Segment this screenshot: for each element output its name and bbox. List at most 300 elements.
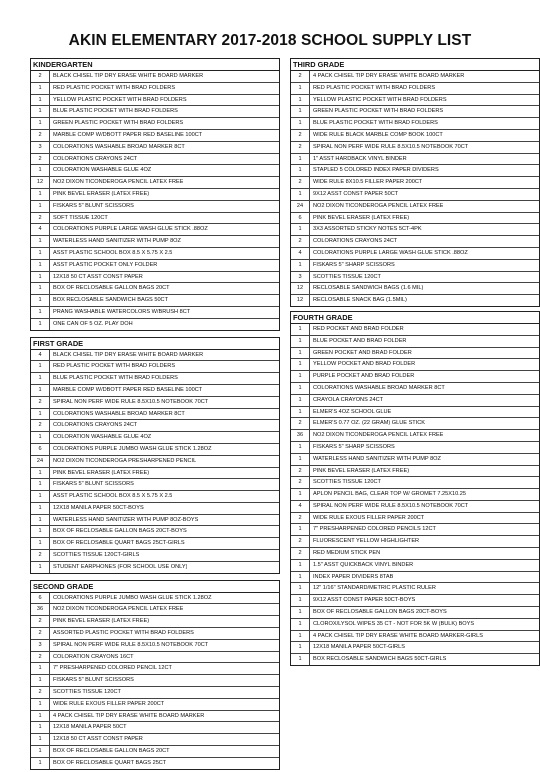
item-quantity: 1 (31, 526, 50, 537)
supply-row (291, 213, 539, 225)
item-description: 12X18 50 CT ASST CONST PAPER (53, 273, 143, 280)
item-quantity: 2 (31, 616, 50, 627)
item-quantity: 1 (31, 319, 50, 330)
item-quantity: 1 (291, 154, 310, 165)
item-description: RED PLASTIC POCKET WITH BRAD FOLDERS (53, 84, 176, 91)
item-description: WATERLESS HAND SANITIZER WITH PUMP 8OZ (313, 455, 441, 462)
item-quantity: 2 (31, 687, 50, 698)
item-quantity: 1 (291, 359, 310, 370)
item-quantity: 1 (31, 295, 50, 306)
item-description: NO2 DIXON TICONDEROGA PENCIL LATEX FREE (53, 606, 184, 613)
supply-row (31, 154, 279, 166)
item-quantity: 4 (31, 350, 50, 361)
supply-row (291, 477, 539, 489)
item-description: COLORATION WASHABLE GLUE 4OZ (53, 167, 152, 174)
supply-row (291, 407, 539, 419)
item-quantity: 2 (291, 477, 310, 488)
item-description: 4 PACK CHISEL TIP DRY ERASE WHITE BOARD MARKER-GIRLS (313, 632, 483, 639)
item-quantity: 1 (31, 248, 50, 259)
item-quantity: 24 (31, 456, 50, 467)
item-description: 1" ASST HARDBACK VINYL BINDER (313, 155, 407, 162)
item-quantity: 1 (291, 454, 310, 465)
supply-row (31, 675, 279, 687)
supply-row (31, 130, 279, 142)
item-description: 4 PACK CHISEL TIP DRY ERASE WHITE BOARD MARKER (53, 712, 205, 719)
supply-row (291, 283, 539, 295)
item-description: MARBLE COMP W/DBOTT PAPER RED BASELINE 100CT (53, 131, 203, 138)
item-quantity: 2 (31, 628, 50, 639)
item-description: COLORATIONS CRAYONS 24CT (53, 422, 138, 429)
item-description: COLORATIONS WASHABLE BROAD MARKER 8CT (53, 143, 185, 150)
supply-row (291, 583, 539, 595)
item-description: COLORATIONS CRAYONS 24CT (53, 155, 138, 162)
item-quantity: 24 (291, 201, 310, 212)
supply-row (31, 361, 279, 373)
supply-row (291, 71, 539, 83)
item-quantity: 1 (291, 607, 310, 618)
item-description: CLOROX/LYSOL WIPES 35 CT - NOT FOR 5K W (BULK) BOYS (313, 620, 475, 627)
supply-row (31, 385, 279, 397)
item-quantity: 1 (291, 583, 310, 594)
item-quantity: 1 (291, 348, 310, 359)
supply-row (31, 468, 279, 480)
supply-row (291, 177, 539, 189)
supply-row (291, 248, 539, 260)
supply-row (31, 562, 279, 573)
supply-row (31, 373, 279, 385)
item-description: PINK BEVEL ERASER (LATEX FREE) (53, 618, 150, 625)
item-quantity: 1 (291, 106, 310, 117)
item-description: ASST PLASTIC POCKET ONLY FOLDER (53, 261, 158, 268)
supply-row (291, 165, 539, 177)
supply-row (31, 526, 279, 538)
item-quantity: 1 (31, 432, 50, 443)
item-quantity: 1 (31, 746, 50, 757)
supply-row (31, 722, 279, 734)
supply-row (291, 154, 539, 166)
item-description: SCOTTIES TISSUE 120CT-GIRLS (53, 552, 140, 559)
item-quantity: 1 (291, 395, 310, 406)
supply-row (291, 118, 539, 130)
item-quantity: 1 (291, 336, 310, 347)
item-description: 7" PRESHARPENED COLORED PENCIL 12CT (53, 665, 172, 672)
item-description: SCOTTIES TISSUE 120CT (313, 479, 381, 486)
item-quantity: 1 (31, 165, 50, 176)
supply-row (31, 248, 279, 260)
item-quantity: 1 (291, 189, 310, 200)
item-quantity: 1 (31, 515, 50, 526)
item-description: NO2 DIXON TICONDEROGA PENCIL LATEX FREE (53, 179, 184, 186)
item-quantity: 6 (291, 213, 310, 224)
supply-row (31, 734, 279, 746)
item-quantity: 1 (31, 236, 50, 247)
item-description: FISKARS 5" BLUNT SCISSORS (53, 481, 134, 488)
right-column (290, 58, 540, 668)
item-description: 12X18 MANILA PAPER 50CT (53, 724, 127, 731)
supply-row (291, 560, 539, 572)
supply-row (291, 395, 539, 407)
supply-row (291, 642, 539, 654)
grade-heading: KINDERGARTEN (31, 59, 279, 71)
supply-row (291, 536, 539, 548)
supply-row (291, 324, 539, 336)
item-quantity: 1 (291, 654, 310, 665)
supply-row (291, 130, 539, 142)
item-description: RECLOSABLE SANDWICH BAGS (1.6 MIL) (313, 285, 424, 292)
item-quantity: 2 (31, 130, 50, 141)
item-quantity: 2 (31, 213, 50, 224)
item-quantity: 1 (31, 758, 50, 769)
supply-row (291, 466, 539, 478)
item-quantity: 1 (31, 538, 50, 549)
supply-row (31, 272, 279, 284)
item-description: APLON PENCIL BAG, CLEAR TOP W/ GROMET 7.25X10.25 (313, 491, 466, 498)
item-description: WATERLESS HAND SANITIZER WITH PUMP 8OZ-BOYS (53, 516, 199, 523)
item-description: BOX OF RECLOSABLE GALLON BAGS 20CT-BOYS (313, 609, 447, 616)
grade-section (30, 337, 280, 574)
grade-section (290, 58, 540, 307)
item-quantity: 1 (31, 711, 50, 722)
item-quantity: 1 (291, 524, 310, 535)
item-description: 12X18 50 CT ASST CONST PAPER (53, 736, 143, 743)
supply-row (31, 236, 279, 248)
item-quantity: 1 (31, 699, 50, 710)
supply-row (31, 491, 279, 503)
item-description: WIDE RULE BLACK MARBLE COMP BOOK 100CT (313, 131, 443, 138)
item-quantity: 2 (291, 548, 310, 559)
item-description: FISKARS 5" BLUNT SCISSORS (53, 202, 134, 209)
supply-row (31, 699, 279, 711)
item-description: ASST PLASTIC SCHOOL BOX 8.5 X 5.75 X 2.5 (53, 493, 173, 500)
item-quantity: 1 (31, 95, 50, 106)
item-description: COLORATIONS PURPLE JUMBO WASH GLUE STICK 1.28OZ (53, 594, 212, 601)
supply-row (291, 619, 539, 631)
item-description: 9X12 ASST CONST PAPER 50CT-BOYS (313, 597, 416, 604)
item-quantity: 1 (31, 468, 50, 479)
item-quantity: 4 (291, 248, 310, 259)
item-description: PINK BEVEL ERASER (LATEX FREE) (313, 467, 410, 474)
item-description: 12X18 MANILA PAPER 50CT-BOYS (53, 504, 144, 511)
supply-row (31, 640, 279, 652)
supply-row (31, 663, 279, 675)
supply-row (31, 213, 279, 225)
item-description: RECLOSABLE SNACK BAG (1.5MIL) (313, 297, 407, 304)
grade-section (290, 311, 540, 666)
item-quantity: 1 (291, 118, 310, 129)
supply-row (31, 503, 279, 515)
supply-row (291, 201, 539, 213)
item-quantity: 1 (291, 371, 310, 382)
item-description: RED PLASTIC POCKET WITH BRAD FOLDERS (53, 363, 176, 370)
item-description: CRAYOLA CRAYONS 24CT (313, 396, 384, 403)
item-quantity: 6 (31, 444, 50, 455)
item-description: BOX OF RECLOSABLE QUART BAGS 25CT-GIRLS (53, 540, 185, 547)
item-description: BLACK CHISEL TIP DRY ERASE WHITE BOARD MARKER (53, 73, 204, 79)
supply-row (291, 548, 539, 560)
item-quantity: 1 (291, 642, 310, 653)
supply-row (31, 746, 279, 758)
supply-row (291, 260, 539, 272)
item-description: NO2 DIXON TICONDEROGA PENCIL LATEX FREE (313, 202, 444, 209)
item-quantity: 2 (291, 466, 310, 477)
item-quantity: 1 (291, 442, 310, 453)
item-description: COLORATIONS WASHABLE BROAD MARKER 8CT (53, 410, 185, 417)
page-title: AKIN ELEMENTARY 2017-2018 SCHOOL SUPPLY LIST (68, 32, 472, 49)
item-description: SCOTTIES TISSUE 120CT (53, 689, 121, 696)
item-description: STUDENT EARPHONES (FOR SCHOOL USE ONLY) (53, 563, 188, 570)
supply-row (291, 631, 539, 643)
supply-row (291, 654, 539, 665)
item-description: SPIRAL NON PERF WIDE RULE 8.5X10.5 NOTEBOOK 70CT (313, 143, 469, 150)
grade-heading: THIRD GRADE (291, 59, 539, 71)
item-description: SPIRAL NON PERF WIDE RULE 8.5X10.5 NOTEBOOK 70CT (53, 398, 209, 405)
item-description: ASST PLASTIC SCHOOL BOX 8.5 X 5.75 X 2.5 (53, 249, 173, 256)
item-description: RED POCKET AND BRAD FOLDER (313, 325, 404, 332)
item-quantity: 1 (291, 324, 310, 335)
item-quantity: 2 (31, 154, 50, 165)
grade-heading: FIRST GRADE (31, 338, 279, 350)
item-description: COLORATION CRAYONS 16CT (53, 653, 134, 660)
supply-row (31, 409, 279, 421)
supply-row (31, 444, 279, 456)
item-description: BLACK CHISEL TIP DRY ERASE WHITE BOARD MARKER (53, 351, 204, 358)
supply-row (291, 513, 539, 525)
supply-row (31, 397, 279, 409)
item-description: GREEN POCKET AND BRAD FOLDER (313, 349, 412, 356)
supply-row (291, 430, 539, 442)
item-description: FISKARS 5" BLUNT SCISSORS (53, 677, 134, 684)
supply-row (291, 224, 539, 236)
grade-section (30, 580, 280, 770)
item-quantity: 2 (291, 177, 310, 188)
supply-row (31, 711, 279, 723)
item-quantity: 2 (31, 652, 50, 663)
supply-row (291, 572, 539, 584)
item-description: COLORATIONS PURPLE LARGE WASH GLUE STICK .88OZ (53, 226, 208, 233)
item-quantity: 1 (291, 165, 310, 176)
item-quantity: 1 (291, 83, 310, 94)
item-description: COLORATIONS PURPLE JUMBO WASH GLUE STICK 1.28OZ (53, 445, 212, 452)
supply-row (31, 538, 279, 550)
item-description: BOX RECLOSABLE SANDWICH BAGS 50CT-GIRLS (313, 656, 447, 663)
supply-row (31, 456, 279, 468)
item-quantity: 1 (31, 373, 50, 384)
item-quantity: 2 (291, 513, 310, 524)
item-description: 4 PACK CHISEL TIP DRY ERASE WHITE BOARD MARKER (313, 73, 465, 79)
item-quantity: 1 (31, 272, 50, 283)
item-quantity: 3 (291, 272, 310, 283)
item-quantity: 1 (31, 491, 50, 502)
item-description: 9X12 ASST CONST PAPER 50CT (313, 190, 399, 197)
item-quantity: 3 (31, 142, 50, 153)
item-description: GREEN PLASTIC POCKET WITH BRAD FOLDERS (313, 108, 444, 115)
item-quantity: 1 (291, 631, 310, 642)
item-description: 1.5" ASST QUICKBACK VINYL BINDER (313, 561, 414, 568)
supply-row (31, 515, 279, 527)
item-description: PINK BEVEL ERASER (LATEX FREE) (53, 190, 150, 197)
item-description: BLUE PLASTIC POCKET WITH BRAD FOLDERS (53, 375, 178, 382)
supply-row (291, 83, 539, 95)
item-quantity: 1 (31, 361, 50, 372)
item-quantity: 1 (291, 619, 310, 630)
supply-row (31, 550, 279, 562)
item-description: ASSORTED PLASTIC POCKET WITH BRAD FOLDERS (53, 630, 194, 637)
supply-row (291, 595, 539, 607)
item-description: BOX OF RECLOSABLE GALLON BAGS 20CT-BOYS (53, 528, 187, 535)
item-quantity: 2 (31, 71, 50, 82)
supply-row (291, 524, 539, 536)
grade-section (30, 58, 280, 331)
item-description: INDEX PAPER DIVIDERS 8TAB (313, 573, 394, 580)
supply-row (31, 479, 279, 491)
item-description: STAPLED 5 COLORED INDEX PAPER DIVIDERS (313, 167, 439, 174)
item-description: GREEN PLASTIC POCKET WITH BRAD FOLDERS (53, 120, 184, 127)
supply-row (31, 283, 279, 295)
item-description: BLUE PLASTIC POCKET WITH BRAD FOLDERS (313, 120, 438, 127)
item-quantity: 1 (291, 595, 310, 606)
supply-row (31, 758, 279, 769)
supply-row (291, 106, 539, 118)
item-quantity: 1 (31, 722, 50, 733)
item-quantity: 1 (31, 307, 50, 318)
item-description: BLUE PLASTIC POCKET WITH BRAD FOLDERS (53, 108, 178, 115)
item-quantity: 1 (291, 572, 310, 583)
supply-row (291, 371, 539, 383)
item-quantity: 1 (291, 95, 310, 106)
supply-row (31, 319, 279, 330)
item-description: SCOTTIES TISSUE 120CT (313, 273, 381, 280)
supply-row (31, 628, 279, 640)
supply-row (31, 616, 279, 628)
supply-row (31, 177, 279, 189)
item-quantity: 36 (291, 430, 310, 441)
item-description: YELLOW PLASTIC POCKET WITH BRAD FOLDERS (313, 96, 447, 103)
grade-heading: SECOND GRADE (31, 581, 279, 593)
item-description: BOX RECLOSABLE SANDWICH BAGS 50CT (53, 297, 169, 304)
supply-row (291, 418, 539, 430)
supply-row (31, 118, 279, 130)
supply-row (31, 142, 279, 154)
item-description: FISKARS 5" SHARP SCISSORS (313, 261, 395, 268)
item-quantity: 1 (31, 106, 50, 117)
item-description: YELLOW PLASTIC POCKET WITH BRAD FOLDERS (53, 96, 187, 103)
supply-row (31, 593, 279, 605)
item-quantity: 36 (31, 604, 50, 615)
item-quantity: 1 (31, 83, 50, 94)
item-description: NO2 DIXON TICONDEROGA PENCIL LATEX FREE (313, 432, 444, 439)
item-description: ONE CAN OF 5 OZ. PLAY DOH (53, 320, 133, 327)
item-quantity: 4 (31, 224, 50, 235)
item-description: BOX OF RECLOSABLE GALLON BAGS 20CT (53, 748, 170, 755)
supply-row (291, 272, 539, 284)
supply-row (31, 95, 279, 107)
supply-row (31, 106, 279, 118)
item-description: 12" 1/16" STANDARD/METRIC PLASTIC RULER (313, 585, 436, 592)
item-description: COLORATION WASHABLE GLUE 4OZ (53, 434, 152, 441)
supply-row (291, 501, 539, 513)
item-description: ELMER'S 4OZ SCHOOL GLUE (313, 408, 392, 415)
item-description: SPIRAL NON PERF WIDE RULE 8.5X10.5 NOTEBOOK 70CT (313, 502, 469, 509)
supply-row (291, 442, 539, 454)
supply-row (31, 71, 279, 83)
item-quantity: 1 (31, 189, 50, 200)
item-quantity: 1 (31, 734, 50, 745)
item-quantity: 2 (291, 536, 310, 547)
item-description: ELMER'S 0.77 OZ. (22 GRAM) GLUE STICK (313, 420, 426, 427)
item-description: SPIRAL NON PERF WIDE RULE 8.5X10.5 NOTEBOOK 70CT (53, 641, 209, 648)
item-quantity: 1 (31, 503, 50, 514)
supply-row (291, 454, 539, 466)
item-description: PINK BEVEL ERASER (LATEX FREE) (313, 214, 410, 221)
item-quantity: 2 (31, 397, 50, 408)
item-quantity: 2 (291, 236, 310, 247)
item-quantity: 1 (31, 118, 50, 129)
item-quantity: 4 (291, 501, 310, 512)
item-quantity: 2 (291, 142, 310, 153)
item-quantity: 12 (291, 295, 310, 306)
item-description: COLORATIONS WASHABLE BROAD MARKER 8CT (313, 384, 445, 391)
supply-row (31, 224, 279, 236)
item-quantity: 1 (291, 260, 310, 271)
supply-row (31, 83, 279, 95)
item-quantity: 2 (291, 71, 310, 82)
item-quantity: 1 (31, 201, 50, 212)
item-description: 3X3 ASSORTED STICKY NOTES 5CT-4PK (313, 226, 422, 233)
item-quantity: 1 (291, 383, 310, 394)
supply-row (31, 350, 279, 362)
supply-row (291, 607, 539, 619)
item-quantity: 1 (31, 260, 50, 271)
item-quantity: 2 (291, 130, 310, 141)
supply-row (291, 359, 539, 371)
item-quantity: 12 (31, 177, 50, 188)
supply-row (291, 295, 539, 306)
item-description: FISKARS 5" SHARP SCISSORS (313, 443, 395, 450)
item-quantity: 1 (291, 560, 310, 571)
item-description: BLUE POCKET AND BRAD FOLDER (313, 337, 407, 344)
left-column (30, 58, 280, 772)
item-description: WIDE RULE EXOUS FILLER PAPER 200CT (313, 514, 425, 521)
supply-row (291, 95, 539, 107)
item-description: PURPLE POCKET AND BRAD FOLDER (313, 373, 415, 380)
item-description: PRANG WASHABLE WATERCOLORS W/BRUSH 8CT (53, 308, 191, 315)
item-quantity: 1 (291, 489, 310, 500)
supply-row (291, 142, 539, 154)
supply-row (31, 687, 279, 699)
item-quantity: 2 (31, 420, 50, 431)
item-description: MARBLE COMP W/DBOTT PAPER RED BASELINE 100CT (53, 386, 203, 393)
supply-row (291, 489, 539, 501)
supply-row (31, 201, 279, 213)
supply-row (31, 604, 279, 616)
item-quantity: 1 (31, 409, 50, 420)
item-quantity: 12 (291, 283, 310, 294)
item-description: YELLOW POCKET AND BRAD FOLDER (313, 361, 416, 368)
item-description: WIDE RULE EXOUS FILLER PAPER 200CT (53, 700, 165, 707)
supply-row (291, 189, 539, 201)
supply-row (31, 189, 279, 201)
item-description: COLORATIONS CRAYONS 24CT (313, 238, 398, 245)
item-description: WIDE RULE 8X10.5 FILLER PAPER 200CT (313, 179, 423, 186)
supply-row (31, 432, 279, 444)
item-quantity: 1 (291, 407, 310, 418)
item-description: COLORATIONS PURPLE LARGE WASH GLUE STICK .88OZ (313, 249, 468, 256)
supply-row (31, 295, 279, 307)
item-quantity: 2 (31, 550, 50, 561)
supply-row (31, 165, 279, 177)
supply-row (31, 307, 279, 319)
item-quantity: 2 (291, 418, 310, 429)
